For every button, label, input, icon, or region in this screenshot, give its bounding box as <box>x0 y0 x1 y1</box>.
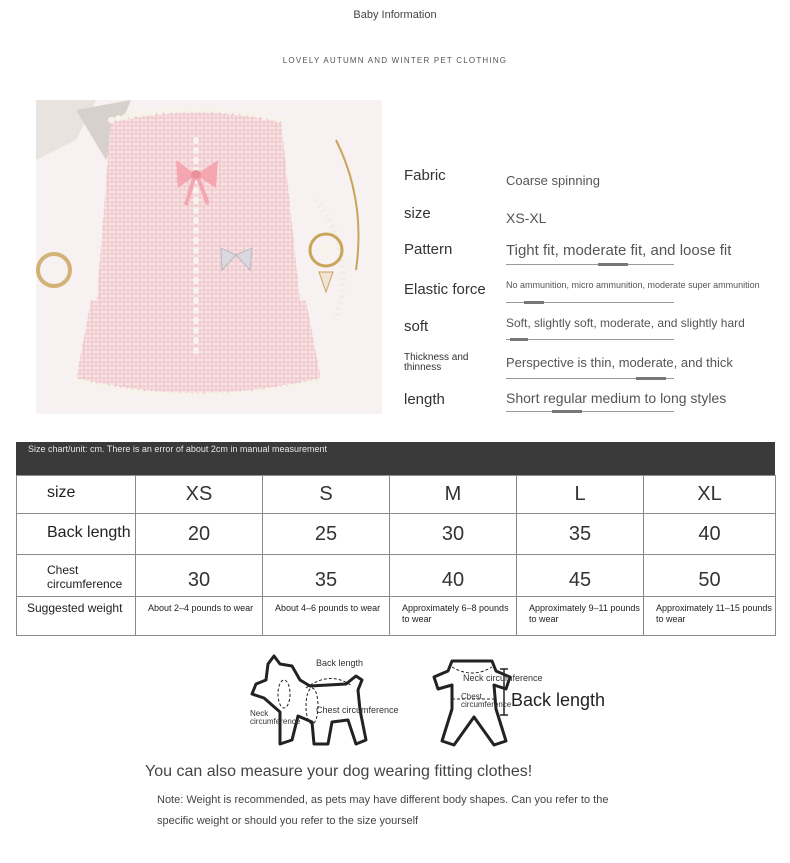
chest-cell: 40 <box>390 555 517 597</box>
spec-label-pattern: Pattern <box>404 241 453 258</box>
spec-value-fabric: Coarse spinning <box>506 173 600 188</box>
spec-label-length: length <box>404 391 445 408</box>
product-illustration <box>36 100 382 414</box>
product-photo <box>36 100 382 414</box>
size-cell: S <box>263 476 390 514</box>
weight-cell: Approximately 9–11 pounds to wear <box>517 597 644 636</box>
spec-label-fabric: Fabric <box>404 167 446 184</box>
row-label-back-length: Back length <box>17 514 136 555</box>
spec-marker-pattern <box>598 263 628 266</box>
back-length-row <box>17 514 776 555</box>
chest-cell: 45 <box>517 555 644 597</box>
measure-tip: You can also measure your dog wearing fitting clothes! <box>145 763 533 780</box>
spec-scale-length <box>506 411 674 412</box>
size-chart-table <box>16 475 776 636</box>
spec-value-soft: Soft, slightly soft, moderate, and slightly hard <box>506 316 745 330</box>
spec-label-soft: soft <box>404 318 429 335</box>
back-length-cell: 25 <box>263 514 390 555</box>
spec-value-thickness: Perspective is thin, moderate, and thick <box>506 355 733 370</box>
size-cell: XS <box>136 476 263 514</box>
spec-scale-soft <box>506 339 674 340</box>
spec-scale-pattern <box>506 264 674 265</box>
size-chart-caption: Size chart/unit: cm. There is an error of about 2cm in manual measurement <box>28 444 327 454</box>
size-row <box>17 476 776 514</box>
dog-back-length-label: Back length <box>316 658 364 668</box>
garment-back-length-label: Back length <box>511 690 606 710</box>
garment-neck-label: Neck circumference <box>463 673 543 683</box>
chest-cell: 30 <box>136 555 263 597</box>
size-cell: M <box>390 476 517 514</box>
back-length-cell: 20 <box>136 514 263 555</box>
spec-value-length: Short regular medium to long styles <box>506 390 727 406</box>
weight-row <box>17 597 776 636</box>
spec-marker-elastic <box>524 301 544 304</box>
spec-label-thickness: Thickness and thinness <box>404 352 469 373</box>
weight-cell: Approximately 11–15 pounds to wear <box>644 597 776 636</box>
size-cell: L <box>517 476 644 514</box>
spec-value-pattern: Tight fit, moderate fit, and loose fit <box>506 242 732 259</box>
weight-cell: About 2–4 pounds to wear <box>136 597 263 636</box>
chest-cell: 50 <box>644 555 776 597</box>
chest-row <box>17 555 776 597</box>
spec-label-size: size <box>404 205 431 222</box>
page-title: Baby Information <box>353 9 437 21</box>
weight-cell: Approximately 6–8 pounds to wear <box>390 597 517 636</box>
spec-label-elastic: Elastic force <box>404 281 486 298</box>
spec-marker-soft <box>510 338 528 341</box>
weight-cell: About 4–6 pounds to wear <box>263 597 390 636</box>
garment-chest-label: Chest circumference <box>461 692 512 709</box>
note-line-1: Note: Weight is recommended, as pets may have different body shapes. Can you refer to the <box>157 794 609 806</box>
row-label-chest: Chest circumference <box>17 555 136 597</box>
back-length-cell: 40 <box>644 514 776 555</box>
back-length-cell: 30 <box>390 514 517 555</box>
spec-value-elastic: No ammunition, micro ammunition, moderate super ammunition <box>506 280 760 290</box>
chest-cell: 35 <box>263 555 390 597</box>
note-line-2: specific weight or should you refer to the size yourself <box>157 815 419 827</box>
row-label-size: size <box>17 476 136 514</box>
dog-chest-label: Chest circumference <box>316 705 399 715</box>
spec-marker-thickness <box>636 377 666 380</box>
row-label-weight: Suggested weight <box>17 597 136 636</box>
back-length-cell: 35 <box>517 514 644 555</box>
spec-value-size: XS-XL <box>506 210 547 226</box>
size-cell: XL <box>644 476 776 514</box>
spec-marker-length <box>552 410 582 413</box>
page-subtitle: LOVELY AUTUMN AND WINTER PET CLOTHING <box>282 56 508 65</box>
dog-neck-label: Neck circumference <box>250 709 301 726</box>
